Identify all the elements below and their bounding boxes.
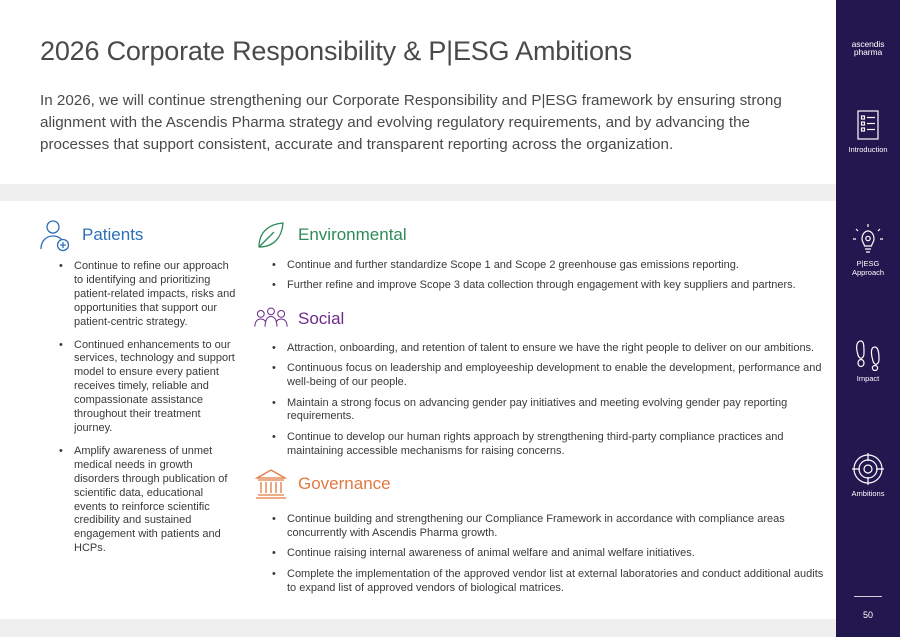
sidebar-item-ambitions[interactable] [836,452,900,498]
patients-heading-label: Patients [82,225,144,244]
list-item: • Amplify awareness of unmet medical needs in growth disorders through publication of scientific data, educational events to reinforce scientific credibility and sustained engagement with patients and HCPs. [74,445,238,556]
patients-bullet-list [74,260,238,556]
lightbulb-gear-icon [851,222,885,256]
list-item: • Continue raising internal awareness of animal welfare and animal welfare initiatives. [287,547,829,561]
governance-heading [254,465,829,503]
sidebar-item-label [836,259,900,277]
sidebar-item-introduction[interactable] [836,108,900,154]
governance-bullet-list [287,513,829,596]
list-item: • Maintain a strong focus on advancing gender pay initiatives and meeting evolving gender pay reporting requirements. [287,397,829,425]
environmental-heading [254,216,829,254]
patients-heading [38,216,238,254]
list-item: • Continued enhancements to our services, technology and support model to ensure every patient receives timely, reliable and compassionate assistance throughout their treatment journey. [74,339,238,436]
page-number-rule [854,596,882,597]
sidebar-item-impact[interactable] [836,337,900,383]
social-section [254,300,829,459]
environmental-heading-label: Environmental [298,225,407,244]
list-item: • Continue to develop our human rights approach by strengthening third-party compliance practices and maintaining accessible mechanisms for raising concerns. [287,431,829,459]
footer-band [0,619,836,637]
list-item: • Complete the implementation of the approved vendor list at external laboratories and conduct additional audits to expand list of approved vendors of biological matrices. [287,568,829,596]
sidebar-item-label: Ambitions [851,489,885,498]
social-heading-label: Social [298,308,345,328]
target-crosshair-icon [851,452,885,486]
checklist-document-icon [851,108,885,142]
environmental-section [254,216,829,293]
logo-line: ascendis [851,39,885,49]
list-item: • Continue to refine our approach to identifying and prioritizing patient-related impacts, risks and opportunities that support our patient-centric strategy. [74,260,238,330]
footprints-icon [851,337,885,371]
sidebar-item-pesg-approach[interactable] [836,222,900,277]
right-column [254,216,829,602]
environmental-bullet-list [287,259,829,293]
page-number: 50 [862,610,873,620]
social-bullet-list [287,342,829,459]
divider-band [0,184,836,201]
sidebar-item-label-line2: Approach [851,268,885,277]
sidebar-item-label: Impact [856,374,880,383]
sidebar-nav [836,0,900,637]
patients-section [38,216,238,565]
people-group-icon [254,302,288,336]
person-plus-icon [38,218,72,252]
logo-line: pharma [853,47,883,57]
sidebar-item-label: Introduction [848,145,888,154]
leaf-icon [254,218,288,252]
page-title: 2026 Corporate Responsibility & P|ESG Ambitions [40,36,632,66]
sidebar-item-label-line1: P|ESG [856,259,880,268]
list-item: • Continue building and strengthening our Compliance Framework in accordance with compliance areas concurrently with Ascendis Pharma growth. [287,513,829,541]
intro-paragraph: In 2026, we will continue strengthening our Corporate Responsibility and P|ESG framework by ensuring strong alignment with the Ascendis Pharma strategy and evolving regulatory requirements, and by advancing the processes that support consistent, accurate and transparent reporting across the organization. [40,92,782,153]
ascendis-logo[interactable] [836,40,900,56]
governance-heading-label: Governance [298,474,391,494]
list-item: • Continue and further standardize Scope 1 and Scope 2 greenhouse gas emissions reporting. [287,259,829,273]
list-item: • Further refine and improve Scope 3 data collection through engagement with key suppliers and partners. [287,279,829,293]
list-item: • Continuous focus on leadership and employeeship development to enable the development, performance and well-being of our people. [287,362,829,390]
pillars-building-icon [254,467,288,501]
list-item: • Attraction, onboarding, and retention of talent to ensure we have the right people to deliver on our ambitions. [287,342,829,356]
social-heading [254,300,829,338]
governance-section [254,465,829,596]
